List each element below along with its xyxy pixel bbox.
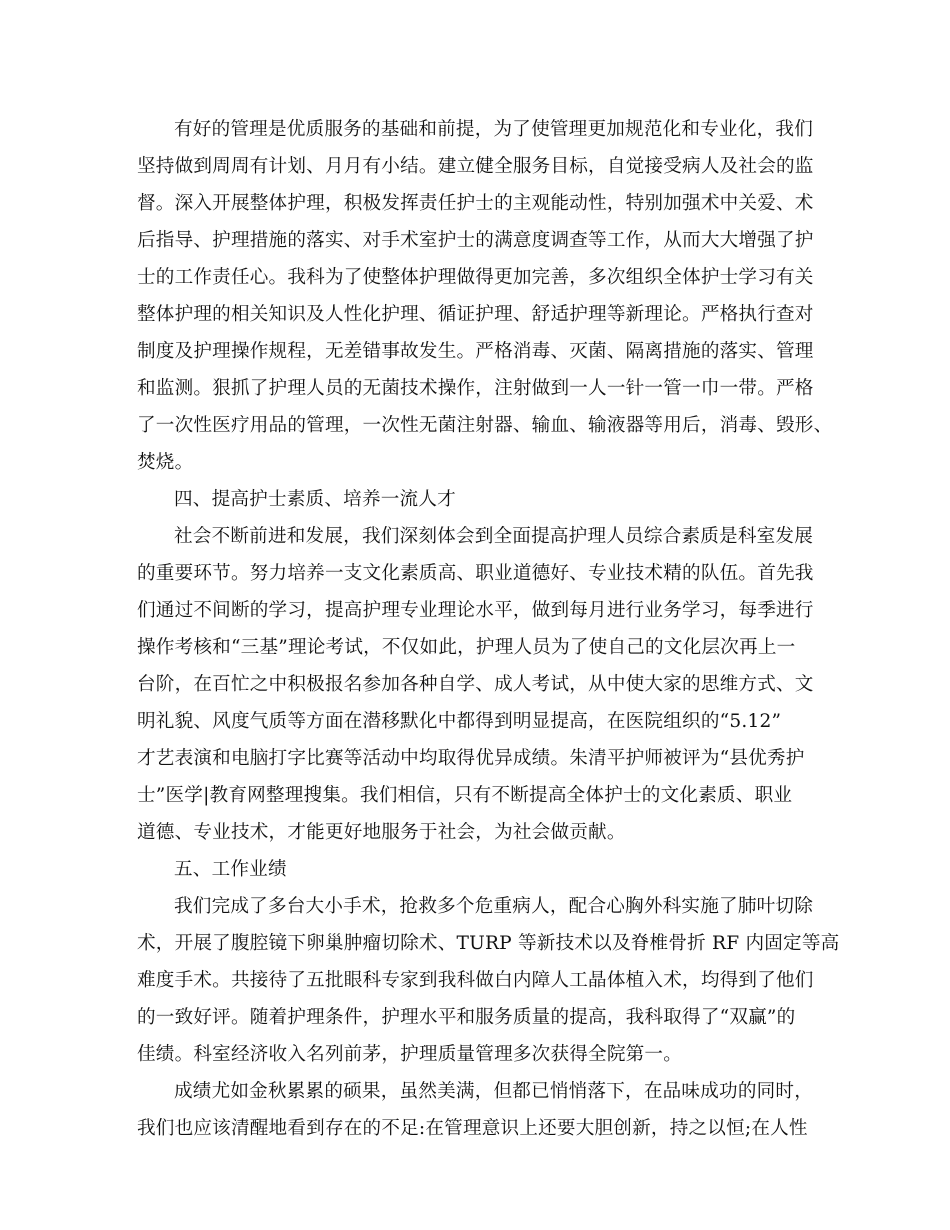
paragraph-line: 才艺表演和电脑打字比赛等活动中均取得优异成绩。朱清平护师被评为“县优秀护 — [137, 748, 805, 769]
paragraph-line: 有好的管理是优质服务的基础和前提，为了使管理更加规范化和专业化，我们 — [174, 119, 813, 140]
paragraph-line: 难度手术。共接待了五批眼科专家到我科做白内障人工晶体植入术，均得到了他们 — [137, 970, 814, 991]
section-heading: 五、工作业绩 — [174, 859, 287, 880]
paragraph-line: 成绩尤如金秋累累的硕果，虽然美满，但都已悄悄落下，在品味成功的同时， — [174, 1081, 813, 1102]
paragraph-line: 焚烧。 — [137, 452, 194, 473]
section-heading: 四、提高护士素质、培养一流人才 — [174, 489, 456, 510]
paragraph-line: 术，开展了腹腔镜下卵巢肿瘤切除术、TURP 等新技术以及脊椎骨折 RF 内固定等高 — [137, 933, 840, 954]
paragraph-line: 道德、专业技术，才能更好地服务于社会，为社会做贡献。 — [137, 822, 626, 843]
paragraph-line: 士的工作责任心。我科为了使整体护理做得更加完善，多次组织全体护士学习有关 — [137, 267, 814, 288]
paragraph-line: 明礼貌、风度气质等方面在潜移默化中都得到明显提高，在医院组织的“5.12” — [137, 711, 782, 732]
paragraph-line: 士”医学|教育网整理搜集。我们相信，只有不断提高全体护士的文化素质、职业 — [137, 785, 793, 806]
paragraph-line: 整体护理的相关知识及人性化护理、循证护理、舒适护理等新理论。严格执行查对 — [137, 304, 814, 325]
paragraph-line: 了一次性医疗用品的管理，一次性无菌注射器、输血、输液器等用后，消毒、毁形、 — [137, 415, 833, 436]
paragraph-line: 的重要环节。努力培养一支文化素质高、职业道德好、专业技术精的队伍。首先我 — [137, 563, 814, 584]
paragraph-line: 台阶，在百忙之中积极报名参加各种自学、成人考试，从中使大家的思维方式、文 — [137, 674, 814, 695]
paragraph-line: 我们完成了多台大小手术，抢救多个危重病人，配合心胸外科实施了肺叶切除 — [174, 896, 813, 917]
paragraph-line: 和监测。狠抓了护理人员的无菌技术操作，注射做到一人一针一管一巾一带。严格 — [137, 378, 814, 399]
paragraph-line: 操作考核和“三基”理论考试，不仅如此，护理人员为了使自己的文化层次再上一 — [137, 637, 796, 658]
paragraph-line: 督。深入开展整体护理，积极发挥责任护士的主观能动性，特别加强术中关爱、术 — [137, 193, 814, 214]
paragraph-line: 们通过不间断的学习，提高护理专业理论水平，做到每月进行业务学习，每季进行 — [137, 600, 814, 621]
paragraph-line: 后指导、护理措施的落实、对手术室护士的满意度调查等工作，从而大大增强了护 — [137, 230, 814, 251]
paragraph-line: 我们也应该清醒地看到存在的不足:在管理意识上还要大胆创新，持之以恒;在人性 — [137, 1118, 808, 1139]
paragraph-line: 佳绩。科室经济收入名列前茅，护理质量管理多次获得全院第一。 — [137, 1044, 683, 1065]
paragraph-line: 社会不断前进和发展，我们深刻体会到全面提高护理人员综合素质是科室发展 — [174, 526, 813, 547]
paragraph-line: 制度及护理操作规程，无差错事故发生。严格消毒、灭菌、隔离措施的落实、管理 — [137, 341, 814, 362]
paragraph-line: 坚持做到周周有计划、月月有小结。建立健全服务目标，自觉接受病人及社会的监 — [137, 156, 814, 177]
paragraph-line: 的一致好评。随着护理条件，护理水平和服务质量的提高，我科取得了“双赢”的 — [137, 1007, 796, 1028]
